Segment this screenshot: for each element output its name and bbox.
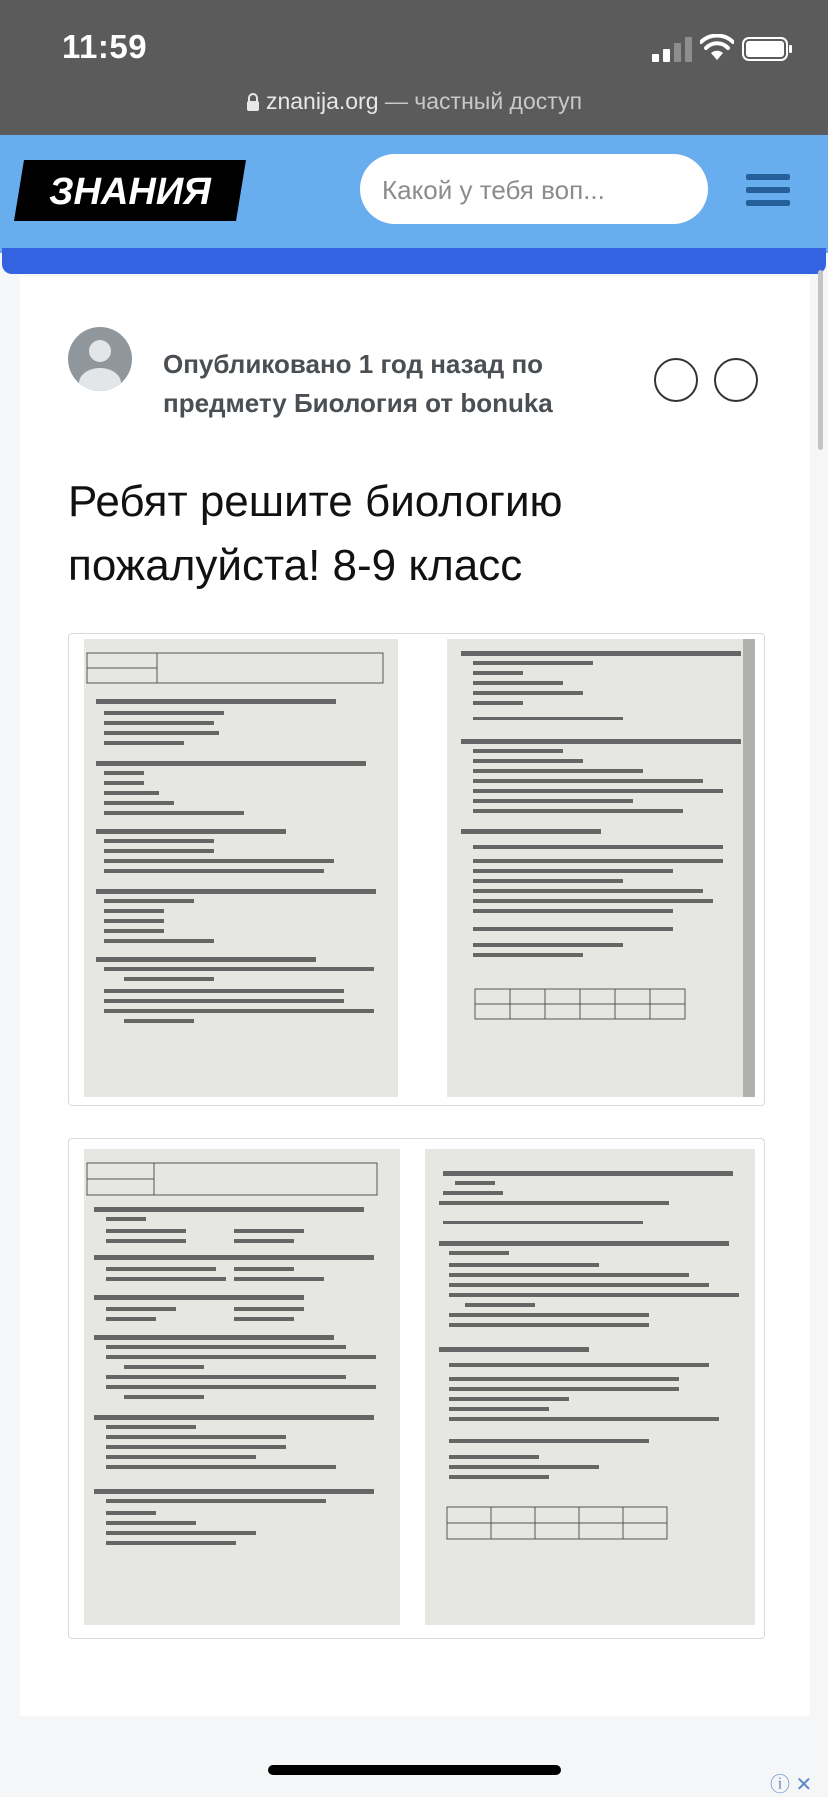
- site-logo[interactable]: [14, 160, 246, 221]
- test-sheet-graphic: [84, 639, 398, 1097]
- test-sheet-graphic: [425, 1149, 755, 1625]
- header-accent-bar: [0, 248, 828, 276]
- test-page-right: [447, 639, 755, 1097]
- ad-choices-icon[interactable]: ⓘ ✕: [770, 1774, 813, 1796]
- follow-button[interactable]: [654, 358, 698, 402]
- hamburger-menu-icon[interactable]: [746, 174, 790, 214]
- battery-icon: [742, 36, 794, 62]
- test-page-left: [84, 1149, 400, 1625]
- test-sheet-graphic: [84, 1149, 400, 1625]
- cellular-signal-icon: [650, 36, 698, 62]
- logo-text: ЗНАНИЯ: [49, 171, 211, 213]
- status-bar: [0, 0, 828, 135]
- home-indicator[interactable]: [268, 1765, 561, 1775]
- avatar[interactable]: [68, 327, 132, 391]
- attachment-image-2[interactable]: [68, 1138, 765, 1639]
- question-title: Ребят решите биологию пожалуйста! 8-9 класс: [68, 477, 563, 590]
- clock: 11:59: [62, 28, 148, 65]
- scrollbar[interactable]: [818, 270, 823, 450]
- url-suffix: — частный доступ: [378, 88, 583, 114]
- question-meta: Опубликовано 1 год назад по предмету Биология от bonuka: [163, 349, 553, 418]
- url-domain: znanija.org: [265, 88, 379, 114]
- test-page-left: [84, 639, 398, 1097]
- address-bar[interactable]: [0, 88, 828, 115]
- search-box[interactable]: [360, 154, 708, 224]
- report-button[interactable]: [714, 358, 758, 402]
- attachment-image-1[interactable]: [68, 633, 765, 1106]
- search-input[interactable]: [380, 154, 694, 226]
- user-icon: [68, 327, 132, 391]
- lock-icon: [246, 93, 260, 111]
- test-page-right: [425, 1149, 755, 1625]
- wifi-icon: [700, 34, 734, 62]
- test-sheet-graphic: [447, 639, 755, 1097]
